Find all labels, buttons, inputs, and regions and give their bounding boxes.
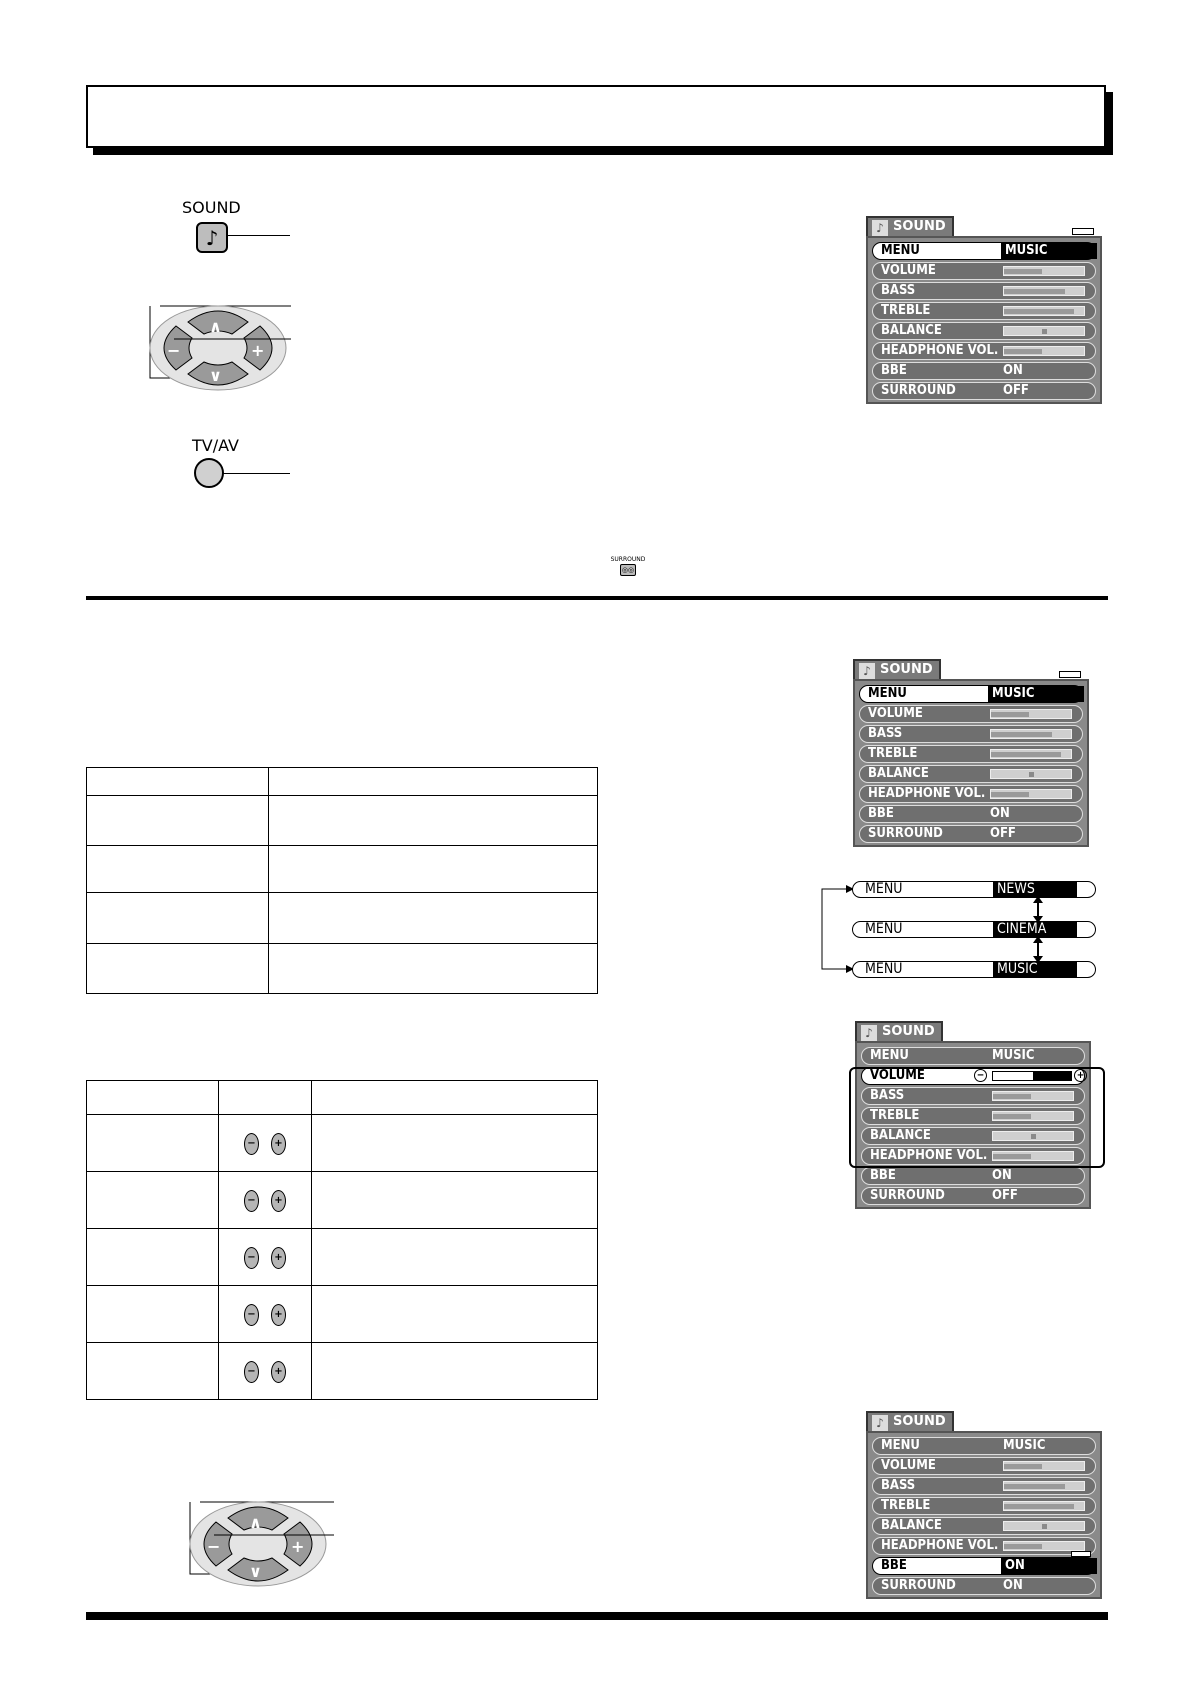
page-title-box [86, 85, 1106, 148]
treble-row[interactable]: TREBLE [872, 1497, 1096, 1515]
adjust-items-highlight [849, 1067, 1105, 1168]
surround-row[interactable]: SURROUND OFF [872, 382, 1096, 400]
sound-menu-panel [853, 679, 1089, 847]
music-note-icon: ♪ [872, 220, 888, 236]
section-divider [86, 596, 1108, 600]
treble-row[interactable]: TREBLE [859, 745, 1083, 763]
plus-button-icon: + [271, 1247, 286, 1269]
surround-row[interactable]: SURROUND ON [872, 1577, 1096, 1595]
sound-button[interactable] [196, 222, 228, 253]
surround-icon: ◎◎ [621, 566, 635, 574]
headphone-row[interactable]: HEADPHONE VOL. [861, 1147, 1085, 1165]
bass-row[interactable]: BASS [859, 725, 1083, 743]
headphone-row[interactable]: HEADPHONE VOL. [859, 785, 1083, 803]
pad-plus-icon: + [251, 341, 265, 360]
indicator-icon [1072, 228, 1094, 235]
minus-button-icon: − [244, 1133, 259, 1155]
mode-table [86, 767, 598, 994]
bbe-row[interactable]: BBE ON [872, 362, 1096, 380]
plus-button-icon: + [271, 1304, 286, 1326]
minus-button-icon: − [244, 1247, 259, 1269]
pad-up-icon: ∧ [209, 317, 222, 336]
treble-row[interactable]: TREBLE [872, 302, 1096, 320]
menu-row[interactable]: MENU MUSIC [872, 1437, 1096, 1455]
music-note-icon: ♪ [861, 1025, 877, 1041]
bass-row[interactable]: BASS [872, 1477, 1096, 1495]
volume-row[interactable]: VOLUME [859, 705, 1083, 723]
menu-cycle-row: MENU NEWS [852, 881, 1096, 898]
osd-tab: ♪ SOUND [866, 1411, 954, 1433]
surround-button [608, 556, 648, 576]
headphone-row[interactable]: HEADPHONE VOL. [872, 1537, 1096, 1555]
sound-button-label: SOUND [182, 198, 241, 217]
music-note-icon: ♪ [872, 1415, 888, 1431]
bass-row[interactable]: BASS [872, 282, 1096, 300]
menu-row[interactable]: MENU MUSIC [859, 685, 1083, 703]
pad-down-icon: ∨ [249, 1562, 262, 1581]
minus-icon: − [974, 1069, 987, 1082]
minus-button-icon: − [244, 1190, 259, 1212]
leader-line [223, 473, 290, 474]
pad-down-icon: ∨ [209, 366, 222, 385]
balance-row[interactable]: BALANCE [861, 1127, 1085, 1145]
tvav-button[interactable] [194, 458, 224, 488]
menu-row[interactable]: MENU MUSIC [861, 1047, 1085, 1065]
volume-row[interactable]: VOLUME [872, 262, 1096, 280]
indicator-icon [1059, 671, 1081, 678]
menu-cycle-row: MENU CINEMA [852, 921, 1096, 938]
balance-row[interactable]: BALANCE [859, 765, 1083, 783]
plus-button-icon: + [271, 1190, 286, 1212]
surround-row[interactable]: SURROUND OFF [859, 825, 1083, 843]
adjust-table [86, 1080, 598, 1400]
page-footer-rule [86, 1612, 1108, 1620]
plus-button-icon: + [271, 1133, 286, 1155]
leader-line [226, 235, 290, 236]
treble-row[interactable]: TREBLE [861, 1107, 1085, 1125]
bass-row[interactable]: BASS [861, 1087, 1085, 1105]
menu-row[interactable]: MENU MUSIC [872, 242, 1096, 260]
tvav-button-label: TV/AV [192, 436, 239, 455]
minus-button-icon: − [244, 1361, 259, 1383]
balance-row[interactable]: BALANCE [872, 322, 1096, 340]
music-note-icon: ♪ [859, 663, 875, 679]
bbe-row[interactable]: BBE ON [872, 1557, 1096, 1575]
volume-row[interactable]: VOLUME − + [861, 1067, 1085, 1085]
headphone-row[interactable]: HEADPHONE VOL. [872, 342, 1096, 360]
bbe-row[interactable]: BBE ON [859, 805, 1083, 823]
pad-minus-icon: − [167, 341, 181, 360]
pad-plus-icon: + [291, 1537, 305, 1556]
plus-icon: + [1074, 1069, 1087, 1082]
volume-row[interactable]: VOLUME [872, 1457, 1096, 1475]
osd-tab: ♪ SOUND [855, 1021, 943, 1043]
music-note-icon: ♪ [205, 226, 219, 250]
pad-up-icon: ∧ [249, 1513, 262, 1532]
osd-tab: ♪ SOUND [853, 659, 941, 681]
surround-row[interactable]: SURROUND OFF [861, 1187, 1085, 1205]
sound-menu-panel [866, 1431, 1102, 1599]
osd-tab: ♪ SOUND [866, 216, 954, 238]
balance-row[interactable]: BALANCE [872, 1517, 1096, 1535]
sound-menu-panel [866, 236, 1102, 404]
pad-minus-icon: − [207, 1537, 221, 1556]
bbe-row[interactable]: BBE ON [861, 1167, 1085, 1185]
surround-button-label: SURROUND [610, 556, 646, 563]
plus-button-icon: + [271, 1361, 286, 1383]
menu-cycle-row: MENU MUSIC [852, 961, 1096, 978]
minus-button-icon: − [244, 1304, 259, 1326]
